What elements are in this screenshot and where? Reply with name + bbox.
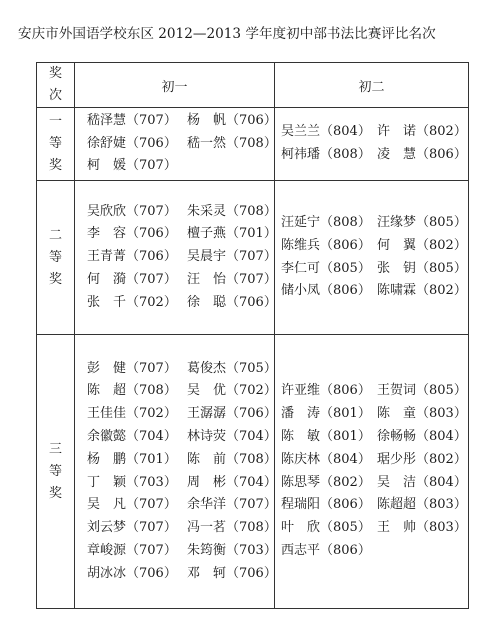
names-grid <box>87 110 277 178</box>
student-entry: 余徽懿（704） <box>87 428 177 444</box>
student-entry: 徐舒婕（706） <box>87 135 177 151</box>
rank-label <box>37 335 75 609</box>
third-prize-row <box>37 335 469 609</box>
names-grid <box>87 358 277 586</box>
student-entry: 李 容（706） <box>87 226 177 242</box>
student-entry: 彭 健（707） <box>87 360 177 376</box>
rank-char: 等 <box>48 463 62 479</box>
student-entry: 朱采灵（708） <box>187 203 277 219</box>
student-entry: 林诗荧（704） <box>187 428 277 444</box>
student-entry: 徐畅畅（804） <box>377 428 467 444</box>
rank-label <box>37 108 75 181</box>
student-entry: 章峻源（707） <box>87 542 177 558</box>
student-entry: 储小凤（806） <box>281 283 371 299</box>
student-entry: 朱筠衡（703） <box>187 542 277 558</box>
student-entry: 汪延宁（808） <box>281 214 371 230</box>
grade1-names <box>75 108 275 181</box>
student-entry: 王青菁（706） <box>87 249 177 265</box>
student-entry: 杨 帆（706） <box>187 112 277 128</box>
student-entry: 嵇一然（708） <box>187 135 277 151</box>
rank-char: 奖 <box>48 158 62 173</box>
grade2-names <box>275 335 469 609</box>
rank-header <box>37 63 75 108</box>
student-entry: 陈啸霖（802） <box>377 283 467 299</box>
student-entry: 刘云梦（707） <box>87 520 177 536</box>
student-entry: 杨 鹏（701） <box>87 451 177 467</box>
student-entry: 叶 欣（805） <box>281 520 371 536</box>
first-prize-row <box>37 108 469 181</box>
rank-char: 一 <box>48 114 62 129</box>
rank-char: 等 <box>48 136 62 151</box>
student-entry: 王潺潺（706） <box>187 406 277 422</box>
student-entry: 王佳佳（702） <box>87 406 177 422</box>
student-entry: 柯祎璠（808） <box>281 147 371 162</box>
rank-label <box>37 181 75 335</box>
student-entry: 王 帅（803） <box>377 520 467 536</box>
student-entry: 汪 怡（707） <box>187 271 277 287</box>
student-entry: 陈维兵（806） <box>281 237 371 253</box>
names-grid <box>281 212 468 303</box>
student-entry: 胡冰冰（706） <box>87 565 177 581</box>
student-entry: 丁 颖（703） <box>87 474 177 490</box>
grade2-names <box>275 181 469 335</box>
student-entry: 吴晨宇（707） <box>187 249 277 265</box>
student-entry: 徐 聪（706） <box>187 294 277 310</box>
student-entry: 吴 凡（707） <box>87 497 177 513</box>
header-row <box>37 63 469 108</box>
names-grid <box>281 380 468 562</box>
student-entry: 陈 敏（801） <box>281 428 371 444</box>
student-entry: 张 钥（805） <box>377 260 467 276</box>
student-entry: 周 彬（704） <box>187 474 277 490</box>
student-entry: 柯 媛（707） <box>87 158 177 174</box>
student-entry: 许亚维（806） <box>281 383 371 399</box>
rank-header-char: 次 <box>48 88 62 103</box>
student-entry: 吴兰兰（804） <box>281 124 371 140</box>
student-entry: 凌 慧（806） <box>377 147 467 162</box>
student-entry: 陈庆林（804） <box>281 451 371 467</box>
student-entry: 何 漪（707） <box>87 271 177 287</box>
rank-char: 二 <box>48 227 62 243</box>
second-prize-row <box>37 181 469 335</box>
grade2-header: 初二 <box>275 63 469 108</box>
student-entry: 张 千（702） <box>87 294 177 310</box>
student-entry: 檀子燕（701） <box>187 226 277 242</box>
student-entry: 陈思琴（802） <box>281 474 371 490</box>
rank-char: 奖 <box>48 485 62 501</box>
student-entry: 吴欣欣（707） <box>87 203 177 219</box>
rank-char: 奖 <box>48 271 62 287</box>
student-entry: 西志平（806） <box>281 542 371 558</box>
student-entry: 葛俊杰（705） <box>187 360 277 376</box>
student-entry: 潘 涛（801） <box>281 406 371 422</box>
student-entry: 李仁可（805） <box>281 260 371 276</box>
student-entry: 陈 前（708） <box>187 451 277 467</box>
grade1-names <box>75 181 275 335</box>
names-grid <box>87 201 277 315</box>
student-entry: 许 诺（802） <box>377 124 467 140</box>
page-title: 安庆市外国语学校东区 2012—2013 学年度初中部书法比赛评比名次 <box>18 26 436 42</box>
grade1-header: 初一 <box>75 63 275 108</box>
grade2-names <box>275 108 469 181</box>
rank-char: 等 <box>48 249 62 265</box>
student-entry: 何 翼（802） <box>377 237 467 253</box>
student-entry: 陈超超（803） <box>377 497 467 513</box>
rank-char: 三 <box>48 441 62 457</box>
rank-header-char: 奖 <box>48 66 62 81</box>
awards-table <box>36 62 469 609</box>
student-entry: 琚少彤（802） <box>377 451 467 467</box>
student-entry: 程瑞阳（806） <box>281 497 371 513</box>
student-entry: 王贺词（805） <box>377 383 467 399</box>
student-entry: 余华洋（707） <box>187 497 277 513</box>
student-entry: 陈 超（708） <box>87 383 177 399</box>
names-grid <box>281 121 468 167</box>
student-entry: 冯一茗（708） <box>187 520 277 536</box>
student-entry: 嵇泽慧（707） <box>87 112 177 128</box>
student-entry: 吴 洁（804） <box>377 474 467 490</box>
student-entry: 邓 轲（706） <box>187 565 277 581</box>
student-entry: 吴 优（702） <box>187 383 277 399</box>
student-entry: 汪缘梦（805） <box>377 214 467 230</box>
grade1-names <box>75 335 275 609</box>
student-entry: 陈 童（803） <box>377 406 467 422</box>
